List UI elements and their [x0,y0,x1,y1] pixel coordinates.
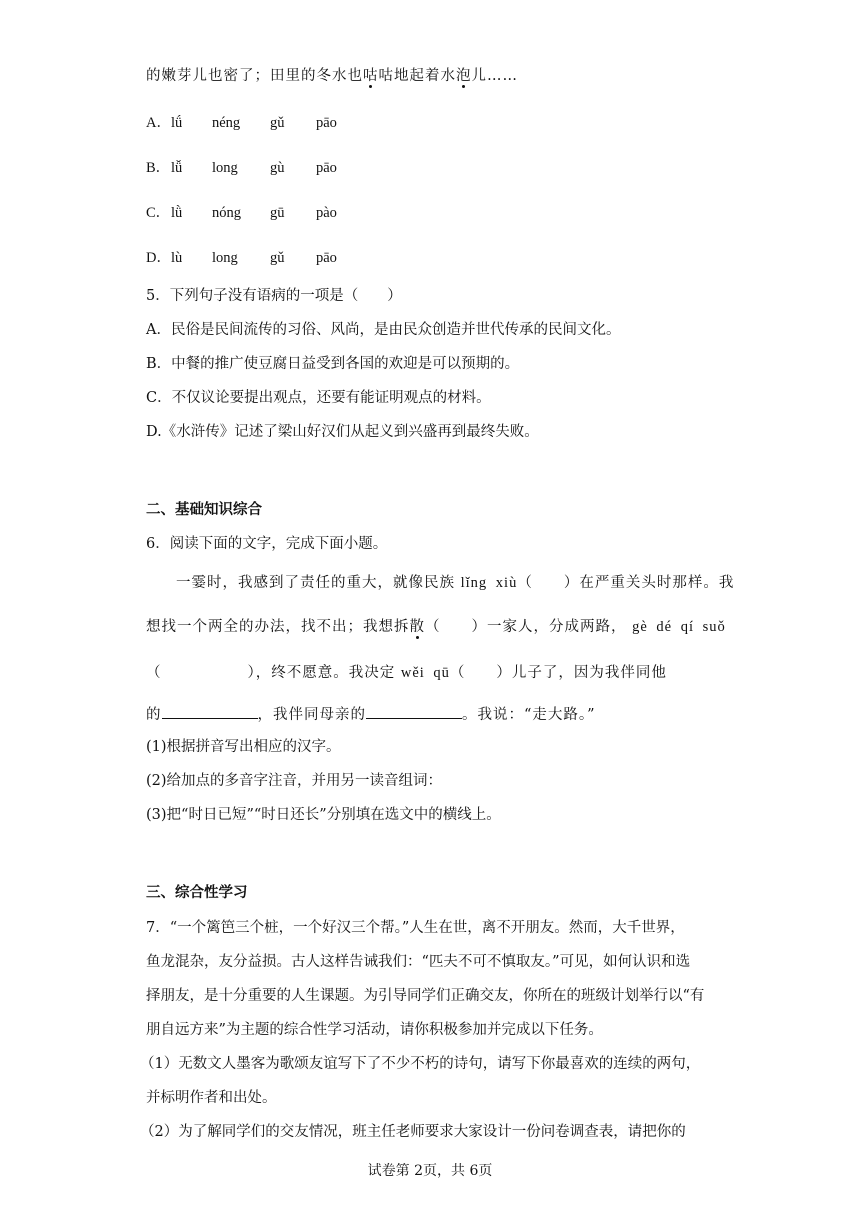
q6-sub3: (3)把“时日已短”“时日还长”分别填在选文中的横线上。 [146,807,501,823]
answer-parentheses[interactable]: （ ）一家人，分成两路， [425,619,627,635]
q5-stem: 5．下列句子没有语病的一项是（ ） [146,288,402,304]
option-pinyin: gǔ [270,250,285,266]
passage-text: ，我伴同母亲的 [257,707,366,723]
option-pinyin: long [212,250,238,266]
option-pinyin: gù [270,160,285,176]
section-heading: 三、综合性学习 [146,885,248,901]
option-pinyin: pào [316,205,337,221]
passage-text: ），终不愿意。我决定 [247,665,396,681]
q5-option-b[interactable]: B．中餐的推广使豆腐日益受到各国的欢迎是可以预期的。 [146,356,520,372]
q7-line: （2）为了解同学们的交友情况，班主任老师要求大家设计一份问卷调查表，请把你的 [140,1124,686,1140]
passage-line [176,573,734,593]
option-pinyin: lǘ [171,115,183,131]
option-pinyin: lǜ [171,205,183,221]
option-pinyin: nóng [212,205,241,221]
q7-line: 鱼龙混杂，友分益损。古人这样告诫我们：“匹夫不可不慎取友。”可见，如何认识和选 [146,954,691,970]
option-pinyin: gǔ [270,115,285,131]
dotted-char: 散 [409,619,425,635]
q7-line: 择朋友，是十分重要的人生课题。为引导同学们正确交友，你所在的班级计划举行以“有 [146,988,705,1004]
fill-blank[interactable] [366,704,462,719]
pinyin-prompt: gè dé qí suǒ [632,619,726,635]
option-pinyin: pāo [316,160,337,176]
q5-option-c[interactable]: C．不仅议论要提出观点，还要有能证明观点的材料。 [146,390,491,406]
passage-text: 儿…… [471,68,518,84]
answer-parentheses[interactable]: （ [146,665,162,681]
q6-stem: 6．阅读下面的文字，完成下面小题。 [146,536,388,552]
passage-line [146,704,596,725]
q7-line: 朋自远方来”为主题的综合性学习活动，请你积极参加并完成以下任务。 [146,1022,603,1038]
q6-sub1: (1)根据拼音写出相应的汉字。 [146,739,341,755]
option-pinyin: lù [171,250,183,266]
q7-line: 7．“一个篱笆三个桩，一个好汉三个帮。”人生在世，离不开朋友。然而，大千世界， [146,920,685,936]
option-pinyin: lǚ [171,160,183,176]
pinyin-prompt: wěi qū [400,665,450,681]
option-letter: D． [146,250,171,266]
option-pinyin: long [212,160,238,176]
option-pinyin: pāo [316,115,337,131]
option-pinyin: pāo [316,250,337,266]
dotted-char: 咕 [363,68,379,84]
q5-option-a[interactable]: A．民俗是民间流传的习俗、风尚，是由民众创造并世代传承的民间文化。 [146,322,621,338]
q4-passage-line [146,66,518,86]
option-pinyin: néng [212,115,241,131]
q7-line: （1）无数文人墨客为歌颂友谊写下了不少不朽的诗句，请写下你最喜欢的连续的两句， [140,1056,701,1072]
passage-text: 一霎时，我感到了责任的重大，就像民族 [176,575,455,591]
passage-text: 的 [146,707,162,723]
dotted-char: 泡 [456,68,472,84]
option-letter: A． [146,115,171,131]
option-pinyin: gū [270,205,285,221]
option-letter: C． [146,205,171,221]
passage-line [146,663,667,683]
answer-parentheses[interactable]: （ ）在严重关头时那样。我 [517,575,735,591]
section-heading: 二、基础知识综合 [146,502,262,518]
q6-sub2: (2)给加点的多音字注音，并用另一读音组词： [146,773,443,789]
page-footer: 试卷第 2页，共 6页 [367,1163,493,1179]
fill-blank[interactable] [162,704,258,719]
passage-line [146,617,726,637]
q7-line: 并标明作者和出处。 [146,1090,277,1106]
answer-parentheses[interactable]: （ ）儿子了，因为我伴同他 [449,665,667,681]
passage-text: 的嫩芽儿也密了；田里的冬水也 [146,68,363,84]
passage-text: 。我说：“走大路。” [462,707,596,723]
option-letter: B． [146,160,171,176]
q5-option-d[interactable]: D.《水浒传》记述了梁山好汉们从起义到兴盛再到最终失败。 [146,424,539,440]
pinyin-prompt: lǐng xiù [460,575,518,591]
passage-text: 咕地起着水 [378,68,456,84]
passage-text: 想找一个两全的办法，找不出；我想拆 [146,619,410,635]
